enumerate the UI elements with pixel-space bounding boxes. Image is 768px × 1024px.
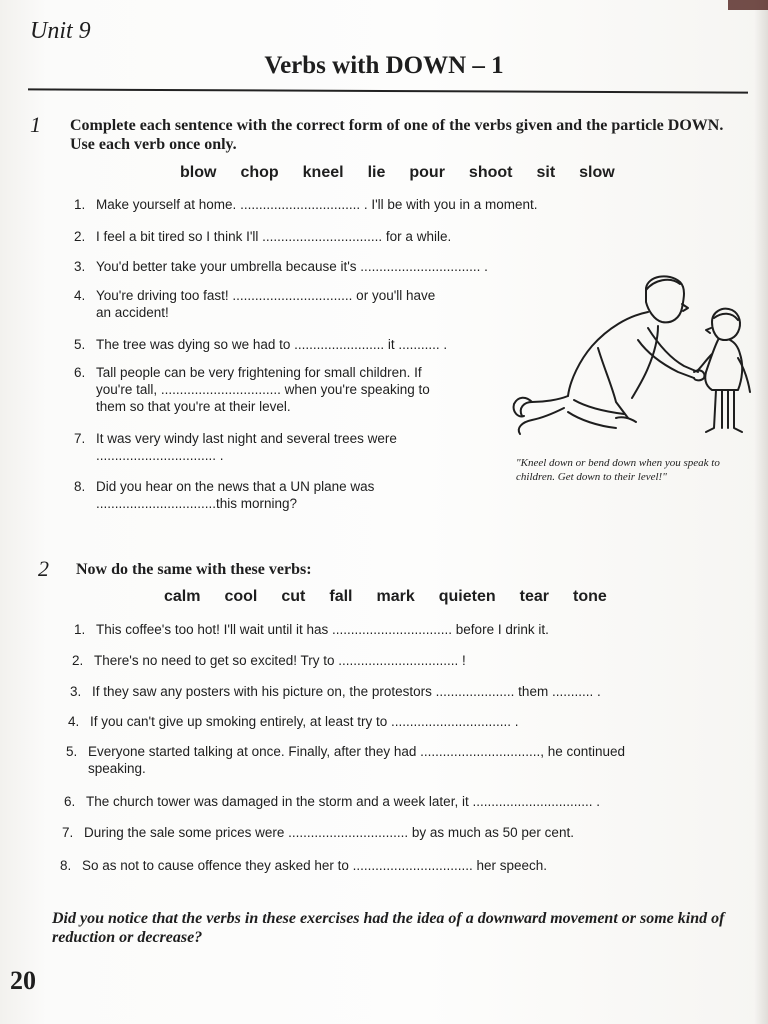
exercise2-item: 4. If you can't give up smoking entirely, at least try to ................................ .: [68, 714, 519, 729]
exercise-sentence: Make yourself at home. ................................ . I'll be with you in a moment.: [96, 197, 538, 212]
verb-word: kneel: [302, 164, 344, 181]
verb-word: cool: [224, 588, 258, 605]
exercise2-item: 8. So as not to cause offence they asked her to ................................ her speech.: [60, 858, 547, 873]
illustration-caption: "Kneel down or bend down when you speak to children. Get down to their level!": [516, 457, 720, 483]
section2-number: 2: [38, 556, 49, 581]
exercise1-item: 3. You'd better take your umbrella because it's ................................ .: [74, 259, 488, 274]
verb-word: blow: [180, 164, 217, 181]
exercise2-item: 1. This coffee's too hot! I'll wait until it has ................................ before I drink it.: [74, 622, 549, 637]
verb-word: cut: [281, 588, 306, 605]
page-edge-shadow: [754, 0, 768, 1024]
verb-word: pour: [409, 164, 445, 181]
title-rule: [28, 88, 748, 93]
verb-word: fall: [329, 588, 353, 605]
exercise2-item: 2. There's no need to get so excited! Try to ................................ !: [72, 653, 466, 668]
unit-label: Unit 9: [30, 18, 91, 44]
verb-word: chop: [240, 164, 279, 181]
exercise1-item: 7. It was very windy last night and several trees were ................................ .: [74, 431, 397, 463]
corner-mark: [728, 0, 768, 10]
section2-verb-list: [164, 588, 631, 606]
exercise1-item: 2. I feel a bit tired so I think I'll ................................ for a while.: [74, 229, 452, 244]
exercise1-item: 6. Tall people can be very frightening for small children. If you're tall, ................................ when you're speaking to them so that you're at their level.: [74, 365, 430, 414]
exercise-sentence: You'd better take your umbrella because it's ................................ .: [96, 259, 488, 274]
exercise-sentence: If you can't give up smoking entirely, at least try to ................................ .: [90, 714, 519, 729]
exercise1-item: 1. Make yourself at home. ................................ . I'll be with you in a moment.: [74, 197, 538, 212]
exercise2-item: 6. The church tower was damaged in the storm and a week later, it ................................ .: [64, 794, 600, 809]
exercise2-item: 3. If they saw any posters with his picture on, the protestors ..................... them ........... .: [70, 684, 601, 699]
exercise1-item: 4. You're driving too fast! ................................ or you'll have an accident!: [74, 288, 436, 320]
verb-word: calm: [164, 588, 201, 605]
verb-word: lie: [367, 164, 386, 181]
exercise-sentence: The church tower was damaged in the storm and a week later, it ................................ .: [86, 794, 600, 809]
verb-word: mark: [376, 588, 415, 605]
exercise1-item: 5. The tree was dying so we had to ........................ it ........... .: [74, 337, 448, 352]
closing-question: Did you notice that the verbs in these exercises had the idea of a downward movement or some kind of reduction or decrease?: [52, 910, 725, 946]
exercise-sentence: I feel a bit tired so I think I'll ................................ for a while.: [96, 229, 452, 244]
exercise2-item: 7. During the sale some prices were ................................ by as much as 50 per cent.: [62, 825, 574, 840]
exercise-sentence: Everyone started talking at once. Finally, after they had ................................, he continued speaking.: [88, 744, 626, 776]
exercise-sentence: Tall people can be very frightening for small children. If you're tall, ................................ when you're speaking to them so that you're at their level.: [96, 365, 430, 414]
verb-word: tone: [572, 588, 607, 605]
exercise-sentence: There's no need to get so excited! Try to ................................ !: [94, 653, 466, 668]
section1-instruction: Complete each sentence with the correct form of one of the verbs given and the particle DOWN. Use each verb once only.: [70, 117, 724, 153]
exercise-sentence: The tree was dying so we had to ........................ it ........... .: [96, 337, 448, 352]
verb-word: sit: [536, 164, 556, 181]
verb-word: tear: [519, 588, 549, 605]
verb-word: slow: [579, 164, 615, 181]
exercise-sentence: This coffee's too hot! I'll wait until it has ................................ before I drink it.: [96, 622, 549, 637]
kneeling-man-child-illustration: [508, 268, 758, 448]
verb-word: quieten: [438, 588, 496, 605]
exercise-sentence: You're driving too fast! ................................ or you'll have an accident!: [96, 288, 436, 320]
exercise-sentence: Did you hear on the news that a UN plane was ................................this morning?: [96, 479, 375, 511]
exercise1-item: 8. Did you hear on the news that a UN plane was ................................this morning?: [74, 479, 375, 511]
section1-number: 1: [30, 112, 41, 137]
verb-word: shoot: [468, 164, 513, 181]
exercise-sentence: If they saw any posters with his picture on, the protestors ..................... them ........... .: [92, 684, 601, 699]
section2-instruction: Now do the same with these verbs:: [76, 561, 312, 578]
exercise2-item: 5. Everyone started talking at once. Finally, after they had ................................, he continued speaking.: [66, 744, 626, 776]
exercise-sentence: It was very windy last night and several trees were ................................ .: [96, 431, 397, 463]
exercise-sentence: During the sale some prices were ................................ by as much as 50 per cent.: [84, 825, 574, 840]
page-number: 20: [10, 966, 36, 995]
exercise-sentence: So as not to cause offence they asked her to ................................ her speech.: [82, 858, 547, 873]
page-title: Verbs with DOWN – 1: [264, 52, 504, 79]
section1-verb-list: [180, 164, 639, 182]
